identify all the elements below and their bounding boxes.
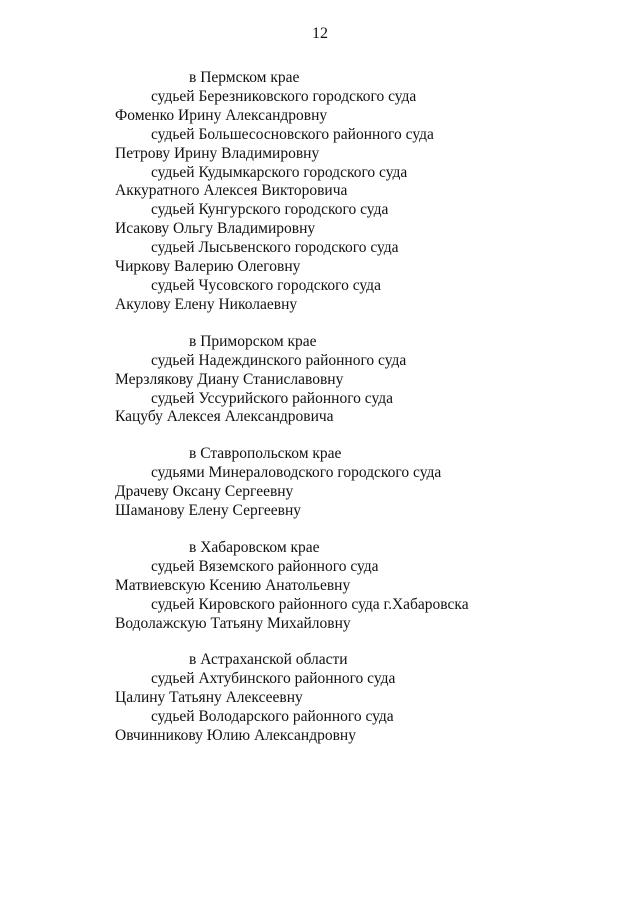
court-line: судьей Большесосновского районного суда (151, 125, 434, 143)
person-line: Петрову Ирину Владимировну (115, 144, 320, 162)
person-line: Водолажскую Татьяну Михайловну (115, 614, 351, 632)
person-line: Чиркову Валерию Олеговну (115, 258, 301, 276)
person-line: Исакову Ольгу Владимировну (115, 220, 316, 238)
person-line: Овчинникову Юлию Александровну (115, 727, 356, 745)
person-line: Фоменко Ирину Александровну (115, 106, 328, 124)
region-heading: в Приморском крае (189, 332, 317, 350)
section-stavropol-krai (115, 445, 615, 521)
person-line: Цалину Татьяну Алексеевну (115, 689, 303, 707)
person-line: Матвиевскую Ксению Анатольевну (115, 576, 351, 594)
person-line: Аккуратного Алексея Викторовича (115, 182, 348, 200)
court-line: судьей Володарского районного суда (151, 708, 394, 726)
appointments-list (115, 69, 615, 764)
court-line: судьей Кировского районного суда г.Хабаровска (151, 595, 469, 613)
region-heading: в Ставропольском крае (189, 445, 342, 463)
court-line: судьей Ахтубинского районного суда (151, 670, 396, 688)
court-line: судьей Надеждинского районного суда (151, 351, 407, 369)
court-line: судьей Кунгурского городского суда (151, 201, 389, 219)
court-line: судьей Уссурийского районного суда (151, 389, 394, 407)
court-line: судьей Лысьвенского городского суда (151, 239, 399, 257)
court-line: судьей Вяземского районного суда (151, 557, 379, 575)
region-heading: в Пермском крае (189, 69, 300, 86)
person-line: Мерзлякову Диану Станиславовну (115, 370, 344, 388)
section-khabarovsk-krai (115, 539, 615, 634)
section-perm-krai (115, 69, 615, 315)
court-line: судьей Чусовского городского суда (151, 276, 381, 294)
court-line: судьей Березниковского городского суда (151, 87, 417, 105)
person-line: Акулову Елену Николаевну (115, 295, 298, 313)
court-line: судьей Кудымкарского городского суда (151, 163, 408, 181)
person-line: Кацубу Алексея Александровича (115, 408, 334, 426)
region-heading: в Астраханской области (189, 651, 348, 669)
person-line: Драчеву Оксану Сергеевну (115, 483, 294, 501)
section-astrakhan-oblast (115, 651, 615, 746)
person-line: Шаманову Елену Сергеевну (115, 502, 301, 520)
section-primorsky-krai (115, 333, 615, 428)
court-line: судьями Минераловодского городского суда (151, 464, 442, 482)
page-number: 12 (312, 25, 328, 42)
region-heading: в Хабаровском крае (189, 538, 320, 556)
